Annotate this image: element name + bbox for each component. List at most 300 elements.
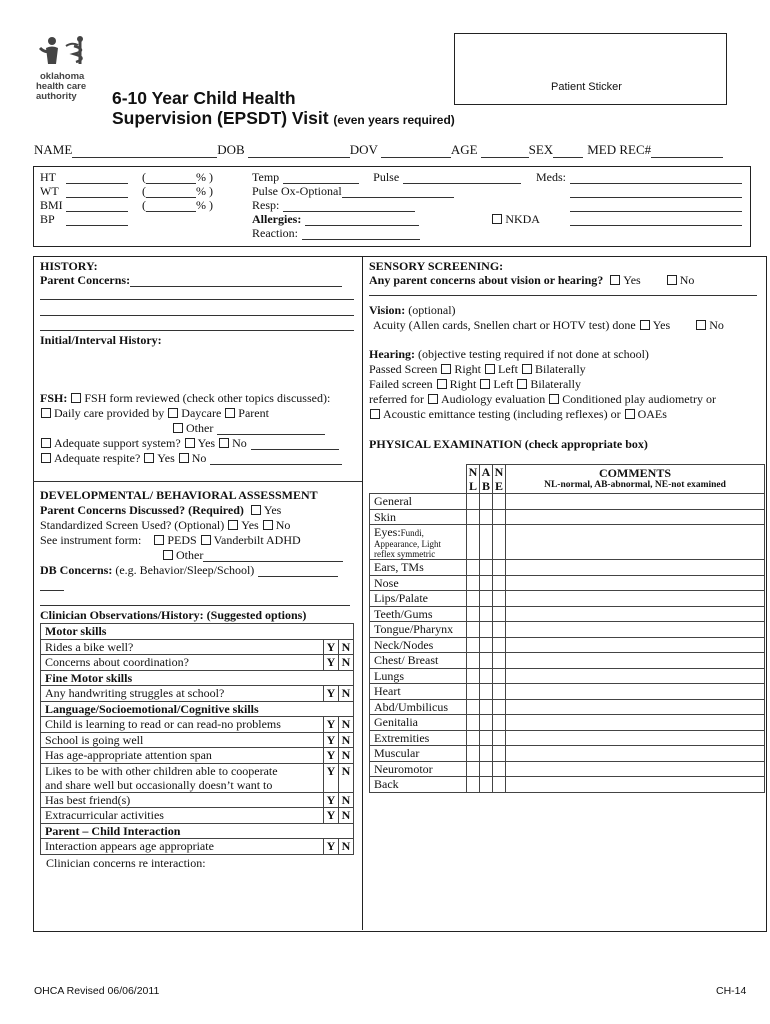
- pe-title: PHYSICAL EXAMINATION (check appropriate box): [369, 437, 648, 451]
- screen-yes-label: Yes: [241, 518, 259, 532]
- pe-comment-field[interactable]: [506, 637, 765, 653]
- acuity-label: Acuity (Allen cards, Snellen chart or HOTV test) done: [373, 318, 636, 332]
- parent-concerns-label: [40, 273, 342, 287]
- peds-label: PEDS: [167, 533, 197, 547]
- acuity-yes-checkbox[interactable]: [640, 320, 650, 330]
- pe-ab-checkbox[interactable]: [480, 637, 493, 653]
- page-title: [112, 88, 455, 130]
- no-option[interactable]: N: [339, 808, 354, 824]
- pe-row-general: [370, 494, 765, 510]
- pe-nl-checkbox[interactable]: [467, 715, 480, 731]
- pe-comment-field[interactable]: [506, 560, 765, 576]
- yes-option[interactable]: Y: [324, 763, 339, 792]
- yes-option[interactable]: Y: [324, 686, 339, 702]
- fsh-row: [40, 391, 330, 405]
- checklist-row: [41, 763, 354, 792]
- no-option[interactable]: N: [339, 763, 354, 792]
- pe-label: Tongue/Pharynx: [370, 622, 467, 638]
- pe-col-ne-2: E: [494, 479, 503, 493]
- pe-nl-checkbox[interactable]: [467, 668, 480, 684]
- other-care-checkbox[interactable]: [173, 423, 183, 433]
- support-row: [40, 436, 339, 450]
- failed-bilat-checkbox[interactable]: [517, 379, 527, 389]
- pe-row-abd-umbilicus: [370, 699, 765, 715]
- pe-eyes-note-3: reflex symmetric: [374, 549, 436, 559]
- checklist-label: Any handwriting struggles at school?: [41, 686, 324, 702]
- pe-label: Abd/Umbilicus: [370, 699, 467, 715]
- dob-field[interactable]: [248, 157, 350, 158]
- support-yes-label: Yes: [197, 436, 216, 450]
- pe-label: General: [370, 494, 467, 510]
- pe-row-neuromotor: [370, 761, 765, 777]
- pe-ab-checkbox[interactable]: [480, 606, 493, 622]
- pe-col-ab-1: A: [481, 465, 491, 479]
- pe-nl-checkbox[interactable]: [467, 525, 480, 560]
- pe-nl-checkbox[interactable]: [467, 761, 480, 777]
- nkda-checkbox[interactable]: [492, 214, 502, 224]
- dov-label: DOV: [349, 142, 378, 157]
- pe-row-muscular: [370, 746, 765, 762]
- pe-ne-checkbox[interactable]: [493, 637, 506, 653]
- pe-ab-checkbox[interactable]: [480, 684, 493, 700]
- passed-right-checkbox[interactable]: [441, 364, 451, 374]
- pe-label: Neck/Nodes: [370, 637, 467, 653]
- age-field[interactable]: [481, 157, 529, 158]
- failed-right-label: Right: [449, 377, 477, 391]
- pe-ab-checkbox[interactable]: [480, 730, 493, 746]
- screen-no-label: No: [275, 518, 291, 532]
- pe-header-row: [370, 465, 765, 494]
- pe-comment-field[interactable]: [506, 622, 765, 638]
- no-option[interactable]: N: [339, 655, 354, 671]
- db-concerns-line-2[interactable]: [40, 590, 64, 591]
- pe-comment-field[interactable]: [506, 606, 765, 622]
- clinician-title: Clinician Observations/History: (Suggested options): [40, 608, 307, 622]
- pe-comment-field[interactable]: [506, 730, 765, 746]
- pe-row-teeth-gums: [370, 606, 765, 622]
- pe-ab-checkbox[interactable]: [480, 777, 493, 793]
- pe-comment-field[interactable]: [506, 684, 765, 700]
- fsh-form-label: FSH form reviewed (check other topics discussed):: [84, 391, 331, 405]
- parent-checkbox[interactable]: [225, 408, 235, 418]
- yes-option[interactable]: Y: [324, 639, 339, 655]
- pe-ne-checkbox[interactable]: [493, 684, 506, 700]
- history-title: HISTORY:: [40, 259, 98, 273]
- screen-no-checkbox[interactable]: [263, 520, 273, 530]
- pe-eyes-label: Eyes:: [374, 525, 401, 539]
- vision-row: [369, 303, 456, 317]
- sex-field[interactable]: [553, 157, 583, 158]
- checklist-row: [41, 717, 354, 733]
- failed-right-checkbox[interactable]: [437, 379, 447, 389]
- pe-ne-checkbox[interactable]: [493, 622, 506, 638]
- oaes-label: OAEs: [637, 407, 667, 421]
- support-label: Adequate support system?: [54, 436, 181, 450]
- db-concerns-row: [40, 563, 338, 577]
- failed-row: [369, 377, 581, 391]
- pe-ne-checkbox[interactable]: [493, 746, 506, 762]
- bmi-label: BMI: [40, 198, 63, 212]
- pe-row-tongue-pharynx: [370, 622, 765, 638]
- checklist-label: Child is learning to read or can read-no problems: [41, 717, 324, 733]
- hearing-row: [369, 347, 649, 361]
- dov-field[interactable]: [381, 157, 451, 158]
- passed-left-label: Left: [498, 362, 518, 376]
- pe-eyes-note-2: Appearance, Light: [374, 539, 441, 549]
- pe-row-heart: [370, 684, 765, 700]
- dev-concerns-yes-label: Yes: [263, 503, 282, 517]
- respite-label: Adequate respite?: [54, 451, 141, 465]
- ht-pct-label: %: [196, 170, 206, 184]
- pe-ab-checkbox[interactable]: [480, 494, 493, 510]
- pe-col-ne-1: N: [494, 465, 504, 479]
- clinician-checklist: [40, 623, 354, 855]
- parent-concerns-line-2[interactable]: [40, 299, 354, 300]
- logo-line-1: oklahoma: [40, 71, 85, 82]
- acoustic-row: [369, 407, 667, 421]
- pe-nl-checkbox[interactable]: [467, 746, 480, 762]
- pe-nl-checkbox[interactable]: [467, 509, 480, 525]
- pe-comment-field[interactable]: [506, 699, 765, 715]
- parent-concerns-text: Parent Concerns:: [40, 273, 131, 287]
- peds-checkbox[interactable]: [154, 535, 164, 545]
- failed-bilat-label: Bilaterally: [530, 377, 581, 391]
- pe-row-neck-nodes: [370, 637, 765, 653]
- vanderbilt-label: Vanderbilt ADHD: [213, 533, 301, 547]
- pe-nl-checkbox[interactable]: [467, 684, 480, 700]
- pe-ab-checkbox[interactable]: [480, 575, 493, 591]
- pe-row-eyes: [370, 525, 765, 560]
- meds-label: Meds:: [536, 170, 566, 184]
- fsh-label: FSH:: [40, 391, 68, 405]
- interval-history-label: Initial/Interval History:: [40, 333, 162, 347]
- pe-nl-checkbox[interactable]: [467, 777, 480, 793]
- pe-nl-checkbox[interactable]: [467, 699, 480, 715]
- title-note: (even years required): [333, 113, 455, 127]
- vitals-left: HT ( % ) WT ( % ) BMI ( % ) BP: [40, 170, 213, 226]
- conditioned-checkbox[interactable]: [549, 394, 559, 404]
- nkda-label: NKDA: [505, 212, 540, 226]
- other-care-field[interactable]: [217, 434, 325, 435]
- sensory-question: Any parent concerns about vision or hearing?: [369, 273, 604, 287]
- pe-col-ab: [480, 465, 493, 494]
- checklist-label: Extracurricular activities: [41, 808, 324, 824]
- pe-ne-checkbox[interactable]: [493, 591, 506, 607]
- pe-col-nl-1: N: [468, 465, 478, 479]
- db-concerns-label: DB Concerns:: [40, 563, 113, 577]
- respite-no-label: No: [191, 451, 207, 465]
- instrument-label: See instrument form:: [40, 533, 142, 547]
- pe-ab-checkbox[interactable]: [480, 560, 493, 576]
- acoustic-checkbox[interactable]: [370, 409, 380, 419]
- pe-ab-checkbox[interactable]: [480, 622, 493, 638]
- instrument-other-field[interactable]: [203, 561, 343, 562]
- pe-comment-field[interactable]: [506, 591, 765, 607]
- audiology-checkbox[interactable]: [428, 394, 438, 404]
- pe-ne-checkbox[interactable]: [493, 606, 506, 622]
- checklist-label: Concerns about coordination?: [41, 655, 324, 671]
- pe-comment-field[interactable]: [506, 715, 765, 731]
- pe-comment-field[interactable]: [506, 668, 765, 684]
- daily-care-label: Daily care provided by: [54, 406, 165, 420]
- logo-line-3: authority: [36, 91, 77, 102]
- oklahoma-health-care-logo-icon: [36, 36, 106, 66]
- pe-nl-checkbox[interactable]: [467, 730, 480, 746]
- pe-ne-checkbox[interactable]: [493, 575, 506, 591]
- pe-ne-checkbox[interactable]: [493, 560, 506, 576]
- referred-row: [369, 392, 716, 406]
- checklist-section-header: [41, 823, 354, 839]
- pe-col-nl-2: L: [468, 479, 477, 493]
- allergies-label: Allergies:: [252, 212, 302, 226]
- patient-sticker-box: [454, 33, 727, 105]
- pe-ne-checkbox[interactable]: [493, 699, 506, 715]
- bp-field[interactable]: [66, 225, 128, 226]
- pe-nl-checkbox[interactable]: [467, 653, 480, 669]
- pe-ne-checkbox[interactable]: [493, 525, 506, 560]
- pe-label: Back: [370, 777, 467, 793]
- audiology-label: Audiology evaluation: [440, 392, 546, 406]
- acuity-no-checkbox[interactable]: [696, 320, 706, 330]
- instrument-row: [40, 533, 301, 547]
- screen-row: [40, 518, 290, 532]
- daycare-label: Daycare: [181, 406, 222, 420]
- yes-option[interactable]: Y: [324, 792, 339, 808]
- pe-label: Lungs: [370, 668, 467, 684]
- bmi-pct-label: %: [196, 198, 206, 212]
- pe-nl-checkbox[interactable]: [467, 591, 480, 607]
- pe-ne-checkbox[interactable]: [493, 653, 506, 669]
- pe-row-lungs: [370, 668, 765, 684]
- screen-yes-checkbox[interactable]: [228, 520, 238, 530]
- support-checkbox[interactable]: [41, 438, 51, 448]
- passed-label: Passed Screen: [369, 362, 438, 376]
- pe-label: Extremities: [370, 730, 467, 746]
- pe-ab-checkbox[interactable]: [480, 591, 493, 607]
- dev-concerns-yes-checkbox[interactable]: [251, 505, 261, 515]
- name-label: NAME: [34, 142, 73, 157]
- sex-label: SEX: [528, 142, 554, 157]
- pe-ne-checkbox[interactable]: [493, 715, 506, 731]
- pe-label: Nose: [370, 575, 467, 591]
- passed-row: [369, 362, 586, 376]
- pe-ne-checkbox[interactable]: [493, 509, 506, 525]
- dev-title: DEVELOPMENTAL/ BEHAVIORAL ASSESSMENT: [40, 488, 318, 502]
- passed-bilat-label: Bilaterally: [535, 362, 586, 376]
- id-line: [34, 142, 723, 158]
- pe-row-chest-breast: [370, 653, 765, 669]
- yes-option[interactable]: Y: [324, 655, 339, 671]
- failed-left-checkbox[interactable]: [480, 379, 490, 389]
- other-care-label: Other: [186, 421, 214, 435]
- pe-comment-field[interactable]: [506, 494, 765, 510]
- passed-bilat-checkbox[interactable]: [522, 364, 532, 374]
- checklist-section-header: [41, 701, 354, 717]
- screen-label: Standardized Screen Used? (Optional): [40, 518, 225, 532]
- pe-label: Chest/ Breast: [370, 653, 467, 669]
- ht-label: HT: [40, 170, 56, 184]
- sensory-line: [369, 295, 757, 296]
- pe-nl-checkbox[interactable]: [467, 637, 480, 653]
- bp-label: BP: [40, 212, 55, 226]
- support-field[interactable]: [251, 449, 339, 450]
- respite-checkbox[interactable]: [41, 453, 51, 463]
- checklist-label: Fine Motor skills: [41, 670, 354, 686]
- yes-option[interactable]: Y: [324, 748, 339, 764]
- parent-concerns-line-4[interactable]: [40, 330, 354, 331]
- pe-nl-checkbox[interactable]: [467, 622, 480, 638]
- checklist-section-header: [41, 670, 354, 686]
- reaction-label: Reaction:: [252, 226, 298, 240]
- pe-eyes-note-1: Fundi,: [400, 528, 424, 538]
- checklist-row: [41, 808, 354, 824]
- checklist-label: Has best friend(s): [41, 792, 324, 808]
- pe-col-nl: [467, 465, 480, 494]
- logo-line-2: health care: [36, 81, 87, 92]
- pe-legend: NL-normal, AB-abnormal, NE-not examined: [544, 480, 726, 490]
- pe-ne-checkbox[interactable]: [493, 494, 506, 510]
- pe-row-extremities: [370, 730, 765, 746]
- instrument-other-label: Other: [176, 548, 204, 562]
- pe-ab-checkbox[interactable]: [480, 653, 493, 669]
- db-concerns-field[interactable]: [258, 576, 338, 577]
- pulse-label: Pulse: [373, 170, 400, 184]
- parent-concerns-field[interactable]: [130, 286, 342, 287]
- vanderbilt-checkbox[interactable]: [201, 535, 211, 545]
- daycare-checkbox[interactable]: [168, 408, 178, 418]
- pe-ab-checkbox[interactable]: [480, 668, 493, 684]
- pe-col-ab-2: B: [481, 479, 490, 493]
- daily-care-checkbox[interactable]: [41, 408, 51, 418]
- db-concerns-example: (e.g. Behavior/Sleep/School): [115, 563, 255, 577]
- oaes-checkbox[interactable]: [625, 409, 635, 419]
- checklist-label: Parent – Child Interaction: [41, 823, 354, 839]
- pe-comment-field[interactable]: [506, 777, 765, 793]
- dev-parent-concerns-row: [40, 503, 281, 517]
- pe-label: Muscular: [370, 746, 467, 762]
- no-option[interactable]: N: [339, 717, 354, 733]
- pe-nl-checkbox[interactable]: [467, 606, 480, 622]
- acuity-no-label: No: [709, 318, 724, 332]
- checklist-row: [41, 639, 354, 655]
- pe-nl-checkbox[interactable]: [467, 575, 480, 591]
- title-line-2: Supervision (EPSDT) Visit: [112, 108, 329, 128]
- pe-comment-field[interactable]: [506, 653, 765, 669]
- pe-comment-field[interactable]: [506, 509, 765, 525]
- no-option[interactable]: N: [339, 748, 354, 764]
- sensory-yes-checkbox[interactable]: [610, 275, 620, 285]
- db-concerns-line-3[interactable]: [40, 605, 350, 606]
- failed-label: Failed screen: [369, 377, 433, 391]
- pe-table: [369, 464, 765, 793]
- pe-ab-checkbox[interactable]: [480, 509, 493, 525]
- pe-ne-checkbox[interactable]: [493, 777, 506, 793]
- no-option[interactable]: N: [339, 639, 354, 655]
- pe-ne-checkbox[interactable]: [493, 668, 506, 684]
- sensory-no-checkbox[interactable]: [667, 275, 677, 285]
- footer-form-number: CH-14: [716, 985, 747, 997]
- other-care-row: [172, 421, 325, 435]
- pe-ne-checkbox[interactable]: [493, 761, 506, 777]
- conditioned-label: Conditioned play audiometry or: [562, 392, 716, 406]
- no-option[interactable]: N: [339, 839, 354, 855]
- pe-ab-checkbox[interactable]: [480, 525, 493, 560]
- respite-row: [40, 451, 342, 465]
- instrument-other-checkbox[interactable]: [163, 550, 173, 560]
- pe-ab-checkbox[interactable]: [480, 715, 493, 731]
- name-field[interactable]: [72, 157, 217, 158]
- pe-row-ears-tms: [370, 560, 765, 576]
- yes-option[interactable]: Y: [324, 717, 339, 733]
- checklist-row: [41, 732, 354, 748]
- hearing-note: (objective testing required if not done at school): [418, 347, 649, 361]
- respite-field[interactable]: [210, 464, 342, 465]
- pe-ab-checkbox[interactable]: [480, 699, 493, 715]
- pe-comment-field[interactable]: [506, 746, 765, 762]
- pe-comment-field[interactable]: [506, 575, 765, 591]
- respite-yes-checkbox[interactable]: [144, 453, 154, 463]
- respite-yes-label: Yes: [157, 451, 175, 465]
- support-yes-checkbox[interactable]: [185, 438, 195, 448]
- daily-care-row: [40, 406, 269, 420]
- checklist-label-line-2: and share well but occasionally doesn’t want to: [45, 777, 273, 792]
- pe-col-ne: [493, 465, 506, 494]
- no-option[interactable]: N: [339, 792, 354, 808]
- logo: [36, 36, 106, 106]
- patient-sticker-label: Patient Sticker: [551, 81, 622, 93]
- passed-right-label: Right: [454, 362, 481, 376]
- pe-label: [370, 525, 467, 560]
- sensory-question-row: [369, 273, 694, 287]
- pulse-ox-label: Pulse Ox-Optional: [252, 184, 342, 198]
- pe-nl-checkbox[interactable]: [467, 494, 480, 510]
- pe-ab-checkbox[interactable]: [480, 761, 493, 777]
- hearing-label: Hearing:: [369, 347, 415, 361]
- instrument-other-row: [162, 548, 343, 562]
- pe-comment-field[interactable]: [506, 525, 765, 560]
- medrec-label: MED REC#: [587, 142, 652, 157]
- yes-option[interactable]: Y: [324, 732, 339, 748]
- yes-option[interactable]: Y: [324, 839, 339, 855]
- no-option[interactable]: N: [339, 686, 354, 702]
- medrec-field[interactable]: [651, 157, 723, 158]
- pe-nl-checkbox[interactable]: [467, 560, 480, 576]
- yes-option[interactable]: Y: [324, 808, 339, 824]
- fsh-form-checkbox[interactable]: [71, 393, 81, 403]
- sensory-title: SENSORY SCREENING:: [369, 259, 504, 273]
- checklist-row: [41, 748, 354, 764]
- parent-concerns-line-3[interactable]: [40, 315, 354, 316]
- resp-label: Resp:: [252, 198, 280, 212]
- pe-ab-checkbox[interactable]: [480, 746, 493, 762]
- sensory-no-label: No: [679, 273, 695, 287]
- temp-label: Temp: [252, 170, 280, 184]
- vision-optional: (optional): [408, 303, 456, 317]
- meds-field-4[interactable]: [570, 225, 742, 226]
- reaction-field[interactable]: [302, 239, 420, 240]
- passed-left-checkbox[interactable]: [485, 364, 495, 374]
- pe-comment-field[interactable]: [506, 761, 765, 777]
- checklist-row: [41, 655, 354, 671]
- no-option[interactable]: N: [339, 732, 354, 748]
- support-no-label: No: [232, 436, 247, 450]
- clinician-concerns-label: Clinician concerns re interaction:: [46, 856, 206, 870]
- pe-label: Neuromotor: [370, 761, 467, 777]
- respite-no-checkbox[interactable]: [179, 453, 189, 463]
- pe-ne-checkbox[interactable]: [493, 730, 506, 746]
- support-no-checkbox[interactable]: [219, 438, 229, 448]
- pe-label: Genitalia: [370, 715, 467, 731]
